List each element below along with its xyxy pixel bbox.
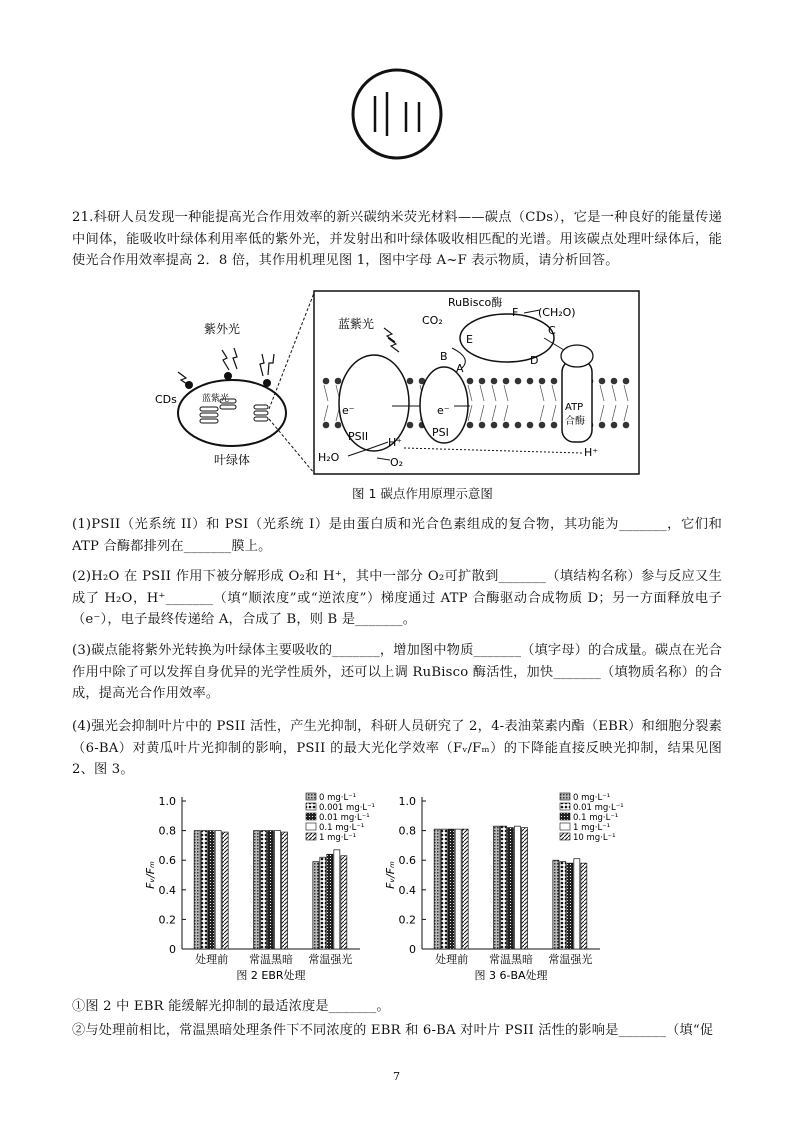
x-tick-label: 常温黑暗: [249, 953, 293, 966]
chart-title: 图 3 6-BA处理: [474, 969, 548, 982]
bar: [462, 829, 468, 949]
y-tick-label: 1.0: [398, 795, 416, 808]
q21-part-4: (4)强光会抑制叶片中的 PSII 活性，产生光抑制，科研人员研究了 2，4-表油菜素内酯（EBR）和细胞分裂素（6-BA）对黄瓜叶片光抑制的影响，PSII 的最大光化学效率（Fᵥ/Fₘ）的下降能直接反映光抑制，结果见图 2、图 3。: [72, 719, 722, 777]
uv-label: 紫外光: [204, 322, 241, 336]
figure-1-mechanism: [152, 288, 642, 478]
bar: [341, 856, 347, 949]
blue-violet-label: 蓝紫光: [338, 317, 375, 331]
y-tick-label: 0: [409, 943, 416, 956]
bar: [268, 831, 274, 949]
q21-part-2: (2)H₂O 在 PSII 作用下被分解形成 O₂和 H⁺，其中一部分 O₂可扩散到_______（填结构名称）参与反应又生成了 H₂O，H⁺_______（填“顺浓度”或“逆浓度”）梯度通过 ATP 合酶驱动合成物质 D；另一方面释放电子（e⁻），电子最终传递给 A，合成了 B，则 B 是_______。: [72, 569, 722, 627]
co2-label: CO₂: [422, 314, 443, 327]
h2o-label: H₂O: [318, 451, 340, 464]
q21-part-3: (3)碳点能将紫外光转换为叶绿体主要吸收的_______，增加图中物质_______（填字母）的合成量。碳点在光合作用中除了可以发挥自身优异的光学性质外，还可以上调 RuBisco 酶活性，加快_______（填物质名称）的合成，提高光合作用效率。: [72, 643, 722, 701]
bar: [282, 832, 288, 949]
e-minus-1: e⁻: [342, 404, 355, 417]
legend-swatch: [560, 813, 570, 820]
bar: [455, 829, 461, 949]
figure-3-6ba-chart: [380, 785, 650, 985]
legend-label: 1 mg·L⁻¹: [319, 833, 357, 843]
bar: [515, 826, 521, 949]
letter-e: E: [466, 333, 473, 346]
h-plus-label-1: H⁺: [388, 436, 403, 449]
x-tick-label: 常温强光: [308, 953, 353, 966]
legend-swatch: [560, 823, 570, 830]
q21-sub-1: ①图 2 中 EBR 能缓解光抑制的最适浓度是_______。: [72, 999, 390, 1014]
y-tick-label: 0.8: [398, 824, 416, 838]
y-tick-label: 0.4: [158, 883, 176, 897]
q21-sub-2: ②与处理前相比，常温黑暗处理条件下不同浓度的 EBR 和 6-BA 对叶片 PSII 活性的影响是_______（填“促: [72, 1023, 714, 1038]
bar: [567, 863, 573, 949]
bar: [275, 831, 281, 949]
bar: [494, 826, 500, 949]
bar: [560, 862, 566, 949]
header-logo: [349, 66, 445, 162]
bar: [208, 831, 214, 949]
figure-1-caption: 图 1 碳点作用原理示意图: [352, 486, 493, 501]
legend-label: 10 mg·L⁻¹: [573, 833, 616, 843]
legend-swatch: [306, 833, 316, 840]
legend-swatch: [560, 803, 570, 810]
bar: [434, 829, 440, 949]
x-tick-label: 处理前: [435, 953, 469, 966]
letter-a: F: [512, 306, 519, 319]
bar: [501, 826, 507, 949]
bar: [448, 829, 454, 949]
thylakoid-detail: [314, 291, 639, 474]
bar: [254, 831, 260, 949]
legend-swatch: [306, 813, 316, 820]
psii-label: PSII: [348, 430, 369, 443]
bar: [313, 862, 319, 949]
y-tick-label: 0.2: [158, 913, 176, 927]
bar: [194, 831, 200, 949]
bar: [334, 850, 340, 949]
y-tick-label: 0.6: [398, 854, 416, 868]
bar: [201, 831, 207, 949]
y-tick-label: 1.0: [158, 795, 176, 808]
legend-label: 0 mg·L⁻¹: [573, 793, 611, 803]
letter-c: C: [548, 324, 556, 337]
chart-title: 图 2 EBR处理: [236, 969, 306, 982]
bar: [522, 828, 528, 949]
x-tick-label: 常温强光: [548, 953, 593, 966]
y-tick-label: 0.8: [158, 824, 176, 838]
legend-label: 0 mg·L⁻¹: [319, 793, 357, 803]
bar: [327, 854, 333, 949]
y-axis-label: Fᵥ/Fₘ: [384, 861, 397, 889]
figure-2-ebr-chart: [140, 785, 410, 985]
legend-swatch: [560, 793, 570, 800]
q21-intro: 21.科研人员发现一种能提高光合作用效率的新兴碳纳米荧光材料——碳点（CDs），它是一种良好的能量传递中间体，能吸收叶绿体利用率低的紫外光，并发射出和叶绿体吸收相匹配的光谱。用该碳点处理叶绿体后，能使光合作用效率提高 2．8 倍，其作用机理见图 1，图中字母 A~F 表示物质，请分析回答。: [72, 210, 722, 268]
legend-label: 0.01 mg·L⁻¹: [573, 803, 624, 813]
ch2o-label: (CH₂O): [538, 306, 576, 319]
y-tick-label: 0.4: [398, 883, 416, 897]
chloroplast-diagram: [155, 293, 314, 473]
bar: [508, 828, 514, 949]
bar: [574, 859, 580, 949]
atp-enzyme-label-1: ATP: [565, 402, 584, 413]
y-tick-label: 0.6: [158, 854, 176, 868]
x-tick-label: 处理前: [195, 953, 229, 966]
atp-enzyme-label-2: 合酶: [565, 416, 585, 427]
o2-label: O₂: [390, 456, 404, 469]
chloroplast-label: 叶绿体: [214, 453, 251, 467]
legend-swatch: [306, 793, 316, 800]
legend-swatch: [560, 833, 570, 840]
cds-label: CDs: [155, 393, 177, 406]
legend-label: 0.1 mg·L⁻¹: [573, 813, 619, 823]
rubisco-label: RuBisco酶: [448, 296, 503, 309]
bar: [215, 831, 221, 949]
bar: [581, 863, 587, 949]
letter-a2: A: [456, 362, 464, 375]
blue-violet-inner-label: 蓝紫光: [202, 394, 230, 404]
legend-label: 0.1 mg·L⁻¹: [319, 823, 365, 833]
y-tick-label: 0: [169, 943, 176, 956]
legend-label: 0.001 mg·L⁻¹: [319, 803, 376, 813]
h-plus-label-2: H⁺: [584, 446, 599, 459]
letter-d: D: [530, 354, 539, 367]
bar: [261, 831, 267, 949]
bar: [222, 832, 228, 949]
bar: [441, 829, 447, 949]
legend-label: 0.01 mg·L⁻¹: [319, 813, 370, 823]
y-axis-label: Fᵥ/Fₘ: [144, 861, 157, 889]
letter-b: B: [440, 350, 448, 363]
x-tick-label: 常温黑暗: [489, 953, 533, 966]
bar: [553, 860, 559, 949]
page-number: 7: [393, 1070, 400, 1083]
e-minus-2: e⁻: [437, 404, 450, 417]
q21-part-1: (1)PSII（光系统 II）和 PSI（光系统 I）是由蛋白质和光合色素组成的复合物，其功能为_______，它们和 ATP 合酶都排列在_______膜上。: [72, 517, 722, 554]
y-tick-label: 0.2: [398, 913, 416, 927]
legend-swatch: [306, 823, 316, 830]
psi-label: PSI: [432, 426, 449, 439]
legend-swatch: [306, 803, 316, 810]
bar: [320, 857, 326, 949]
legend-label: 1 mg·L⁻¹: [573, 823, 611, 833]
